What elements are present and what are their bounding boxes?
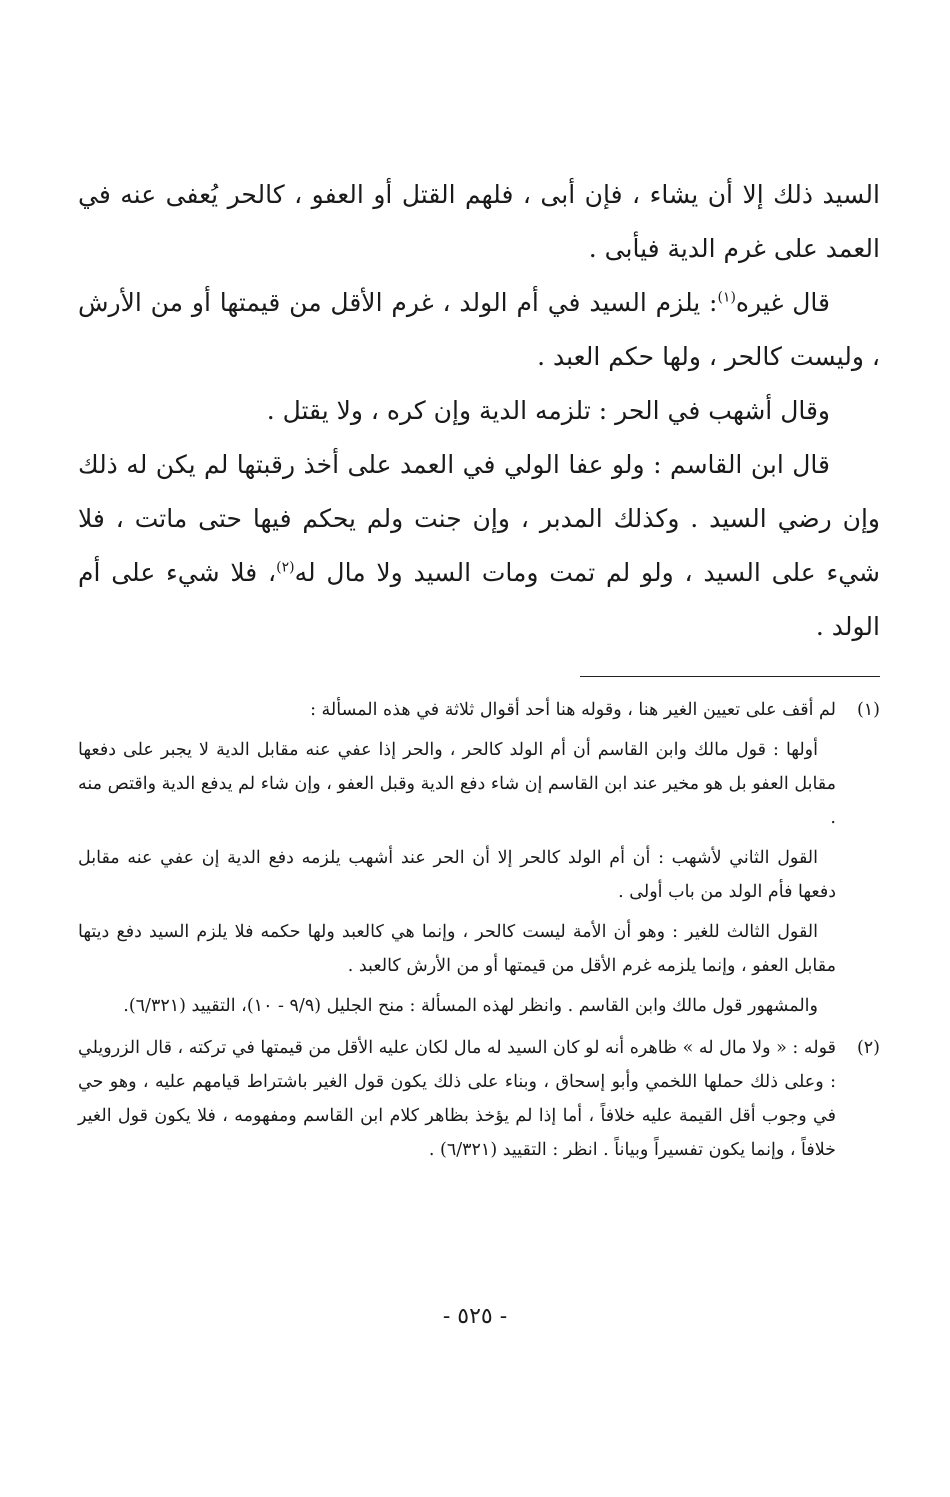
paragraph-4-start: قال ابن القاسم : ولو عفا الولي في العمد على أخذ رقبتها لم يكن له ذلك وإن رضي السيد . وكذلك المدبر ، وإن جنت ولم يحكم فيها حتى ماتت ، فلا شيء على السيد ، ولو لم تمت ومات السيد ولا مال له [78, 450, 881, 587]
page-number: - ٥٢٥ - [442, 1304, 508, 1329]
footnote-1-intro: لم أقف على تعيين الغير هنا ، وقوله هنا أحد أقوال ثلاثة في هذه المسألة : [310, 700, 836, 720]
footnote-2-number: (٢) [856, 1038, 880, 1058]
paragraph-4-rest: ، فلا شيء على أم الولد . [78, 558, 880, 641]
footnote-1-conclusion: والمشهور قول مالك وابن القاسم . وانظر لهذه المسألة : منح الجليل (٩/٩ - ١٠)، التقييد (٦/٣٢١). [123, 996, 818, 1016]
footnote-1-number: (١) [856, 700, 880, 720]
paragraph-2 [78, 276, 880, 384]
footnote-1-body [78, 693, 836, 1023]
paragraph-1: السيد ذلك إلا أن يشاء ، فإن أبى ، فلهم القتل أو العفو ، كالحر يُعفى عنه في العمد على غرم الدية فيأبى . [78, 180, 880, 263]
paragraph-2-start: قال غيره [735, 288, 830, 317]
footnote-divider [580, 676, 880, 677]
footnote-2 [78, 1031, 880, 1167]
footnote-ref-1[interactable]: (١) [717, 289, 736, 306]
footnote-1 [78, 693, 880, 1023]
footnotes [78, 693, 880, 1167]
footnote-ref-2[interactable]: (٢) [276, 559, 295, 576]
footnote-1-third-opinion: القول الثالث للغير : وهو أن الأمة ليست كالحر ، وإنما هي كالعبد ولها حكمه فلا يلزم السيد دفع ديتها مقابل العفو ، وإنما يلزمه غرم الأقل من قيمتها أو من الأرش كالعبد . [78, 922, 836, 976]
footnote-1-second-opinion: القول الثاني لأشهب : أن أم الولد كالحر إلا أن الحر عند أشهب يلزمه دفع الدية إن عفي عنه مقابل دفعها فأم الولد من باب أولى . [78, 848, 836, 902]
paragraph-4 [78, 438, 880, 654]
footnote-2-body [78, 1031, 836, 1167]
paragraph-2-rest: : يلزم السيد في أم الولد ، غرم الأقل من قيمتها أو من الأرش ، وليست كالحر ، ولها حكم العبد . [78, 288, 880, 371]
footnote-2-text: قوله : « ولا مال له » ظاهره أنه لو كان السيد له مال لكان عليه الأقل من قيمتها في تركته ، قال الزرويلي : وعلى ذلك حملها اللخمي وأبو إسحاق ، وبناء على ذلك يكون قول الغير باشتراط قيامهم عليه ، وهو حي في وجوب أقل القيمة عليه خلافاً ، أما إذا لم يؤخذ بظاهر كلام ابن القاسم ومفهومه ، فلا يكون قول الغير خلافاً ، وإنما يكون تفسيراً وبياناً . انظر : التقييد (٦/٣٢١) . [78, 1038, 836, 1160]
main-text [78, 168, 880, 654]
paragraph-3: وقال أشهب في الحر : تلزمه الدية وإن كره ، ولا يقتل . [266, 396, 830, 425]
footnote-1-first-opinion: أولها : قول مالك وابن القاسم أن أم الولد كالحر ، والحر إذا عفي عنه مقابل الدية لا يجبر على دفعها مقابل العفو بل هو مخير عند ابن القاسم إن شاء دفع الدية وقبل العفو ، وإن شاء لم يدفع الدية واقتص منه . [78, 740, 836, 828]
document-page [78, 168, 880, 1497]
